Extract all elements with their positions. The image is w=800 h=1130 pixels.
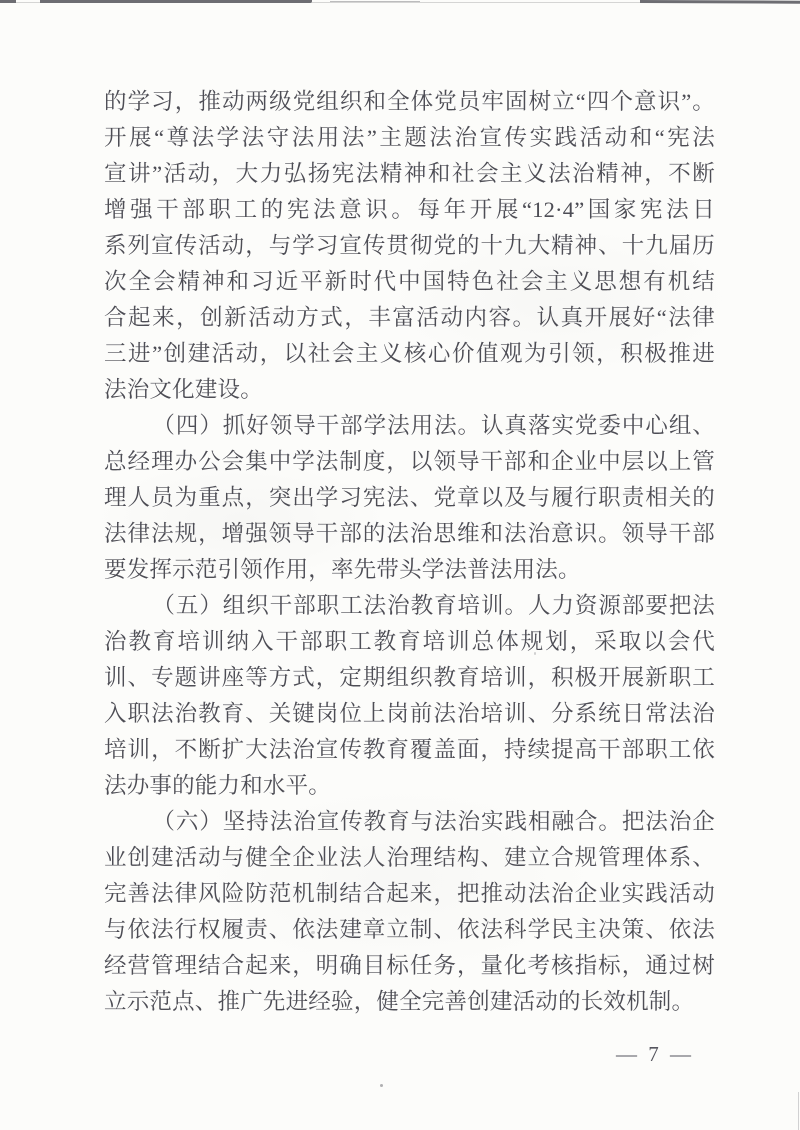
text-line: 法律法规，增强领导干部的法治思维和法治意识。领导干部: [104, 521, 715, 546]
paragraph-item-5: [104, 588, 715, 804]
text-line: 理人员为重点，突出学习宪法、党章以及与履行职责相关的: [104, 485, 715, 510]
paragraph-item-4: [104, 408, 715, 588]
paragraph-item-6: [104, 804, 715, 1020]
text-line: 总经理办公会集中学法制度，以领导干部和企业中层以上管: [104, 449, 715, 474]
text-line: （六）坚持法治宣传教育与法治实践相融合。把法治企: [152, 809, 715, 834]
scan-edge-artifact: [798, 1092, 799, 1130]
text-line: 业创建活动与健全企业法人治理结构、建立合规管理体系、: [104, 845, 715, 870]
scan-edge-artifact: [640, 0, 800, 4]
text-line: 与依法行权履责、依法建章立制、依法科学民主决策、依法: [104, 917, 715, 942]
text-line: 法办事的能力和水平。: [104, 773, 332, 798]
scan-speck: [380, 1084, 383, 1087]
page-number: — 7 —: [616, 1042, 694, 1066]
text-line: 宣讲”活动，大力弘扬宪法精神和社会主义法治精神，不断: [104, 161, 715, 186]
document-body: [104, 84, 715, 1020]
text-line: 培训，不断扩大法治宣传教育覆盖面，持续提高干部职工依: [104, 737, 715, 762]
text-line: 立示范点、推广先进经验，健全完善创建活动的长效机制。: [104, 989, 695, 1014]
text-line: 次全会精神和习近平新时代中国特色社会主义思想有机结: [104, 269, 715, 294]
text-line: 入职法治教育、关键岗位上岗前法治培训、分系统日常法治: [104, 701, 715, 726]
text-line: 训、专题讲座等方式，定期组织教育培训，积极开展新职工: [104, 665, 715, 690]
scan-edge-artifact: [330, 1, 420, 2]
paragraph-continuation: [104, 84, 715, 408]
text-line: （五）组织干部职工法治教育培训。人力资源部要把法: [152, 593, 715, 618]
text-line: 的学习，推动两级党组织和全体党员牢固树立“四个意识”。: [104, 89, 715, 114]
scan-edge-artifact: [0, 0, 16, 3]
text-line: 经营管理结合起来，明确目标任务，量化考核指标，通过树: [104, 953, 715, 978]
text-line: 要发挥示范引领作用，率先带头学法普法用法。: [104, 557, 581, 582]
text-line: （四）抓好领导干部学法用法。认真落实党委中心组、: [152, 413, 715, 438]
text-line: 增强干部职工的宪法意识。每年开展“12·4”国家宪法日: [104, 197, 715, 222]
text-line: 合起来，创新活动方式，丰富活动内容。认真开展好“法律: [104, 305, 715, 330]
scan-edge-artifact: [40, 0, 312, 3]
text-line: 完善法律风险防范机制结合起来，把推动法治企业实践活动: [104, 881, 715, 906]
text-line: 三进”创建活动，以社会主义核心价值观为引领，积极推进: [104, 341, 715, 366]
text-line: 法治文化建设。: [104, 377, 263, 402]
text-line: 系列宣传活动，与学习宣传贯彻党的十九大精神、十九届历: [104, 233, 715, 258]
text-line: 开展“尊法学法守法用法”主题法治宣传实践活动和“宪法: [104, 125, 715, 150]
text-line: 治教育培训纳入干部职工教育培训总体规划，采取以会代: [104, 629, 715, 654]
